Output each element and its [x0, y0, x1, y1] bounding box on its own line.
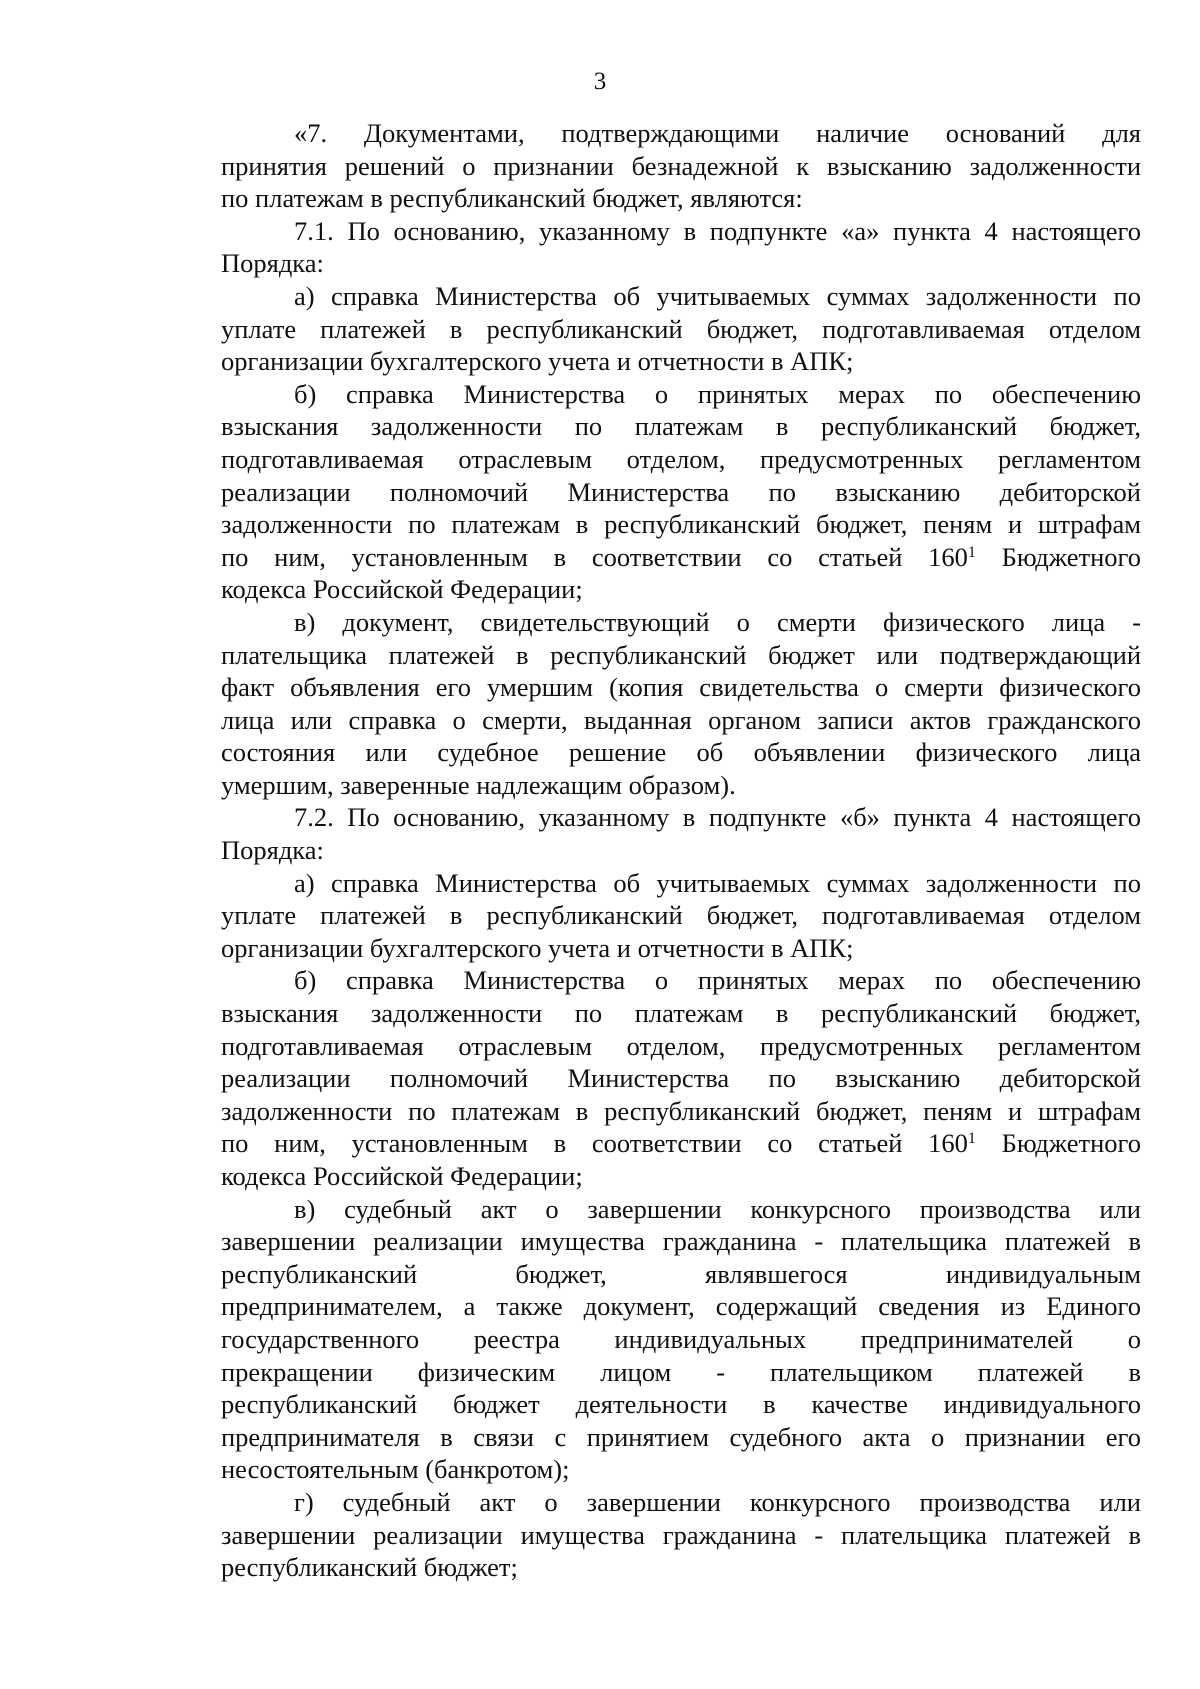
- text-line: лица или справка о смерти, выданная органом записи актов гражданского: [221, 704, 1141, 735]
- text-line: а) справка Министерства об учитываемых суммах задолженности по: [294, 867, 1141, 898]
- paragraph: [221, 117, 1141, 215]
- text-line: б) справка Министерства о принятых мерах по обеспечению: [294, 378, 1141, 409]
- text-line: взыскания задолженности по платежам в республиканский бюджет,: [221, 998, 1141, 1029]
- paragraph: [221, 215, 1141, 280]
- text-line: взыскания задолженности по платежам в республиканский бюджет,: [221, 411, 1141, 442]
- text-line: республиканский бюджет;: [221, 1552, 518, 1583]
- text-line: «7. Документами, подтверждающими наличие оснований для: [294, 118, 1141, 148]
- paragraph: [221, 964, 1141, 1192]
- text-line: организации бухгалтерского учета и отчетности в АПК;: [221, 346, 854, 377]
- text-line: завершении реализации имущества гражданина - плательщика платежей в: [221, 1519, 1141, 1550]
- text-line: подготавливаемая отраслевым отделом, предусмотренных регламентом: [221, 443, 1141, 474]
- text-line: предпринимателем, а также документ, содержащий сведения из Единого: [221, 1291, 1141, 1322]
- text-line: кодекса Российской Федерации;: [221, 574, 583, 605]
- paragraph: [221, 867, 1141, 965]
- text-line: состояния или судебное решение об объявлении физического лица: [221, 737, 1141, 768]
- text-line: реализации полномочий Министерства по взысканию дебиторской: [221, 1063, 1141, 1094]
- text-line: б) справка Министерства о принятых мерах по обеспечению: [294, 965, 1141, 996]
- paragraph: [221, 1486, 1141, 1584]
- paragraph: [221, 378, 1141, 606]
- text-line: 7.1. По основанию, указанному в подпункте «а» пункта 4 настоящего: [294, 215, 1141, 246]
- text-line: организации бухгалтерского учета и отчетности в АПК;: [221, 932, 854, 963]
- text-line: Порядка:: [221, 835, 324, 866]
- footnote-superscript: 1: [967, 543, 976, 561]
- text-line: в) документ, свидетельствующий о смерти физического лица -: [294, 606, 1141, 637]
- text-line: факт объявления его умершим (копия свидетельства о смерти физического: [221, 672, 1141, 703]
- text-line: г) судебный акт о завершении конкурсного производства или: [294, 1486, 1141, 1517]
- text-line: Порядка:: [221, 248, 324, 279]
- text-line: плательщика платежей в республиканский бюджет или подтверждающий: [221, 639, 1141, 670]
- paragraph: [221, 280, 1141, 378]
- text-line: умершим, заверенные надлежащим образом).: [221, 769, 736, 800]
- text-line: кодекса Российской Федерации;: [221, 1161, 583, 1191]
- text-line: несостоятельным (банкротом);: [221, 1454, 570, 1485]
- text-line: а) справка Министерства об учитываемых суммах задолженности по: [294, 280, 1141, 311]
- document-body: [221, 117, 1141, 1584]
- text-line: предпринимателя в связи с принятием судебного акта о признании его: [221, 1421, 1141, 1452]
- text-line: в) судебный акт о завершении конкурсного производства или: [294, 1193, 1141, 1224]
- text-line: уплате платежей в республиканский бюджет, подготавливаемая отделом: [221, 313, 1141, 344]
- text-fragment: Бюджетного: [975, 1128, 1141, 1159]
- text-line: по ним, установленным в соответствии со статьей $160^1$ Бюджетного: [221, 1128, 1141, 1159]
- text-line: прекращении физическим лицом - плательщиком платежей в: [221, 1356, 1141, 1387]
- page-number: 3: [593, 68, 607, 95]
- text-line: завершении реализации имущества гражданина - плательщика платежей в: [221, 1226, 1141, 1257]
- text-line: задолженности по платежам в республиканский бюджет, пеням и штрафам: [221, 509, 1141, 540]
- paragraph: [221, 801, 1141, 866]
- text-fragment: Бюджетного: [975, 541, 1141, 572]
- paragraph: [221, 1193, 1141, 1486]
- text-line: по ним, установленным в соответствии со статьей $160^1$ Бюджетного: [221, 541, 1141, 572]
- text-line: подготавливаемая отраслевым отделом, предусмотренных регламентом: [221, 1030, 1141, 1061]
- text-line: задолженности по платежам в республиканский бюджет, пеням и штрафам: [221, 1095, 1141, 1126]
- text-line: республиканский бюджет, являвшегося индивидуальным: [221, 1258, 1141, 1289]
- text-line: принятия решений о признании безнадежной к взысканию задолженности: [221, 150, 1141, 181]
- paragraph: [221, 606, 1141, 802]
- text-line: республиканский бюджет деятельности в качестве индивидуального: [221, 1389, 1141, 1420]
- footnote-superscript: 1: [967, 1130, 976, 1148]
- text-line: реализации полномочий Министерства по взысканию дебиторской: [221, 476, 1141, 507]
- text-line: государственного реестра индивидуальных предпринимателей о: [221, 1323, 1141, 1354]
- text-line: по платежам в республиканский бюджет, являются:: [221, 183, 803, 214]
- text-line: 7.2. По основанию, указанному в подпункте «б» пункта 4 настоящего: [294, 802, 1141, 833]
- text-line: уплате платежей в республиканский бюджет, подготавливаемая отделом: [221, 900, 1141, 931]
